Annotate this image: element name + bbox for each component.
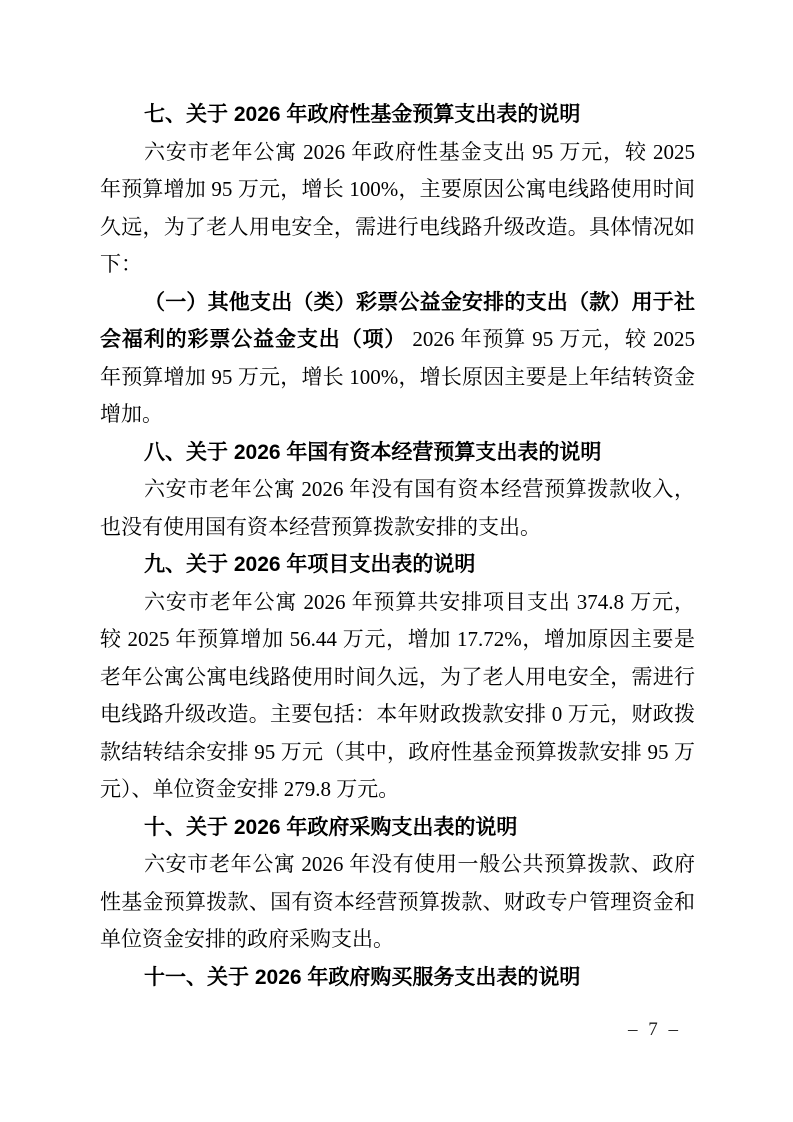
section-heading-gov-procurement: 十、关于 2026 年政府采购支出表的说明	[144, 815, 518, 839]
lottery-item-bold-label: （一）其他支出（类）彩票公益金安排的支出（款）用于社会福利的彩票公益金支出（项）	[100, 289, 695, 351]
section-heading-gov-fund-budget: 七、关于 2026 年政府性基金预算支出表的说明	[144, 103, 581, 126]
page-number: – 7 –	[628, 1019, 681, 1040]
lottery-item-detail-text: 2026 年预算 95 万元，较 2025 年预算增加 95 万元，增长 100%，增长原因主要是上年结转资金增加。	[100, 327, 695, 426]
paragraph-project-expenditure: 六安市老年公寓 2026 年预算共安排项目支出 374.8 万元，较 2025 年预算增加 56.44 万元，增加 17.72%，增加原因主要是老年公寓公寓电线路使用时间久远，为了老人用电安全，需进行电线路升级改造。主要包括：本年财政拨款安排 0 万元，财政拨款结转结余安排 95 万元（其中，政府性基金预算拨款安排 95 万元）、单位资金安排 279.8 万元。	[100, 589, 695, 801]
paragraph-gov-procurement: 六安市老年公寓 2026 年没有使用一般公共预算拨款、政府性基金预算拨款、国有资本经营预算拨款、财政专户管理资金和单位资金安排的政府采购支出。	[100, 852, 695, 951]
paragraph-lottery-public-welfare	[100, 284, 695, 434]
section-heading-project-expenditure: 九、关于 2026 年项目支出表的说明	[144, 553, 476, 576]
section-heading-state-capital-budget: 八、关于 2026 年国有资本经营预算支出表的说明	[144, 440, 602, 464]
document-body	[100, 96, 695, 996]
section-heading-gov-purchased-services: 十一、关于 2026 年政府购买服务支出表的说明	[144, 965, 581, 989]
paragraph-state-capital: 六安市老年公寓 2026 年没有国有资本经营预算拨款收入，也没有使用国有资本经营预算拨款安排的支出。	[100, 477, 695, 539]
paragraph-gov-fund-overview: 六安市老年公寓 2026 年政府性基金支出 95 万元，较 2025 年预算增加 95 万元，增长 100%，主要原因公寓电线路使用时间久远，为了老人用电安全，需进行电线路升级改造。具体情况如下：	[100, 139, 695, 276]
